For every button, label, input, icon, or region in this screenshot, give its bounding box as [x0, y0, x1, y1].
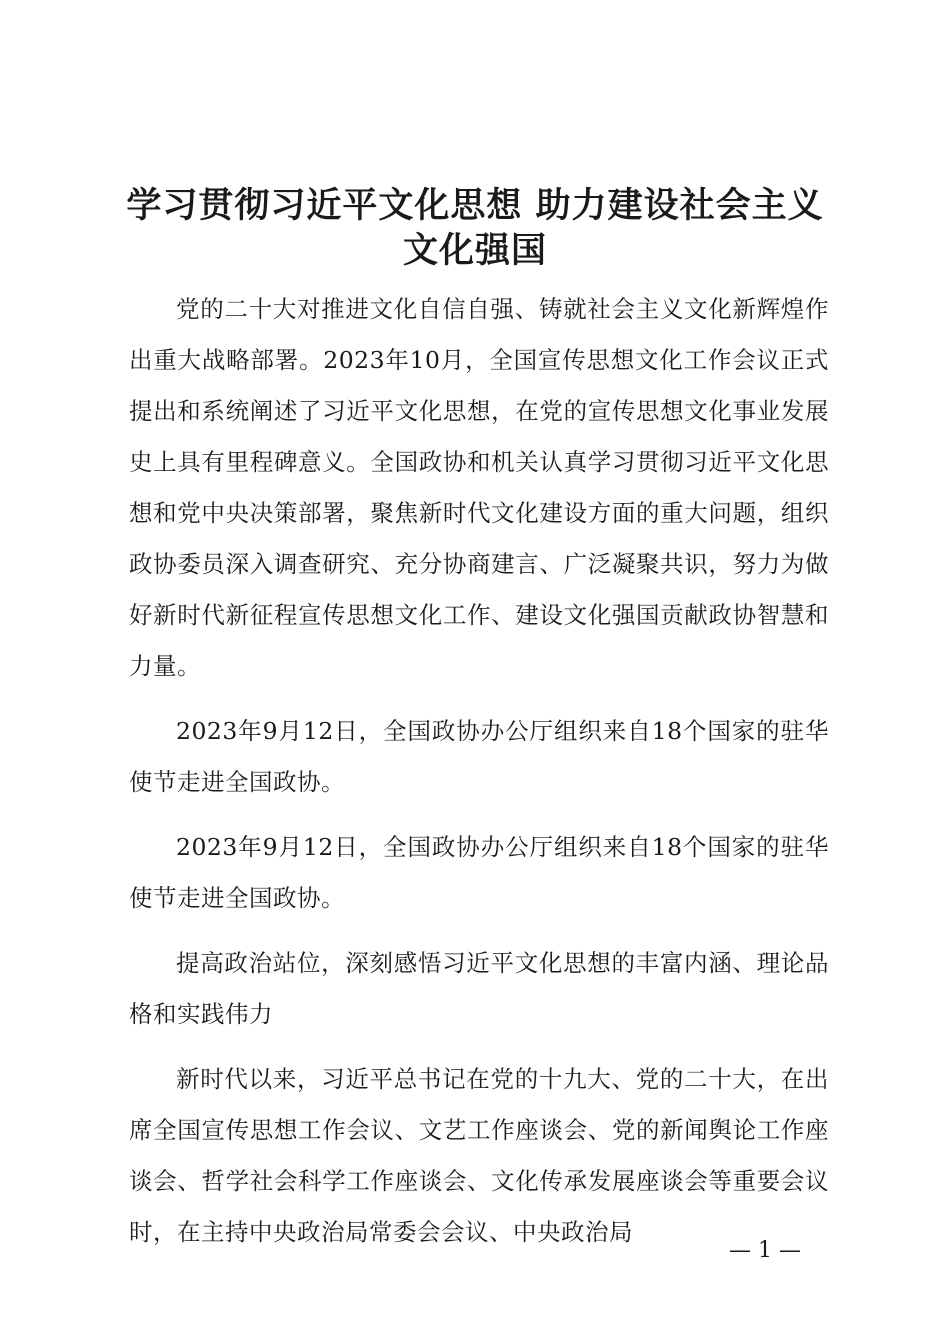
paragraph-event-2: 2023年9月12日，全国政协办公厅组织来自18个国家的驻华使节走进全国政协。	[129, 833, 829, 912]
paragraph-event-1: 2023年9月12日，全国政协办公厅组织来自18个国家的驻华使节走进全国政协。	[129, 717, 829, 796]
paragraph-new-era: 新时代以来，习近平总书记在党的十九大、党的二十大，在出席全国宣传思想工作会议、文艺工作座谈会、党的新闻舆论工作座谈会、哲学社会科学工作座谈会、文化传承发展座谈会等重要会议时，在主持中央政治局常委会会议、中央政治局	[129, 1065, 829, 1246]
document-title-line-2: 文化强国	[402, 230, 547, 271]
document-body	[129, 284, 829, 1258]
section-heading: 提高政治站位，深刻感悟习近平文化思想的丰富内涵、理论品格和实践伟力	[129, 949, 829, 1028]
paragraph-intro: 党的二十大对推进文化自信自强、铸就社会主义文化新辉煌作出重大战略部署。2023年10月，全国宣传思想文化工作会议正式提出和系统阐述了习近平文化思想，在党的宣传思想文化事业发展史上具有里程碑意义。全国政协和机关认真学习贯彻习近平文化思想和党中央决策部署，聚焦新时代文化建设方面的重大问题，组织政协委员深入调查研究、充分协商建言、广泛凝聚共识，努力为做好新时代新征程宣传思想文化工作、建设文化强国贡献政协智慧和力量。	[129, 295, 829, 680]
document-title-line-1: 学习贯彻习近平文化思想 助力建设社会主义	[126, 185, 824, 226]
page-number: — 1 —	[729, 1238, 801, 1263]
